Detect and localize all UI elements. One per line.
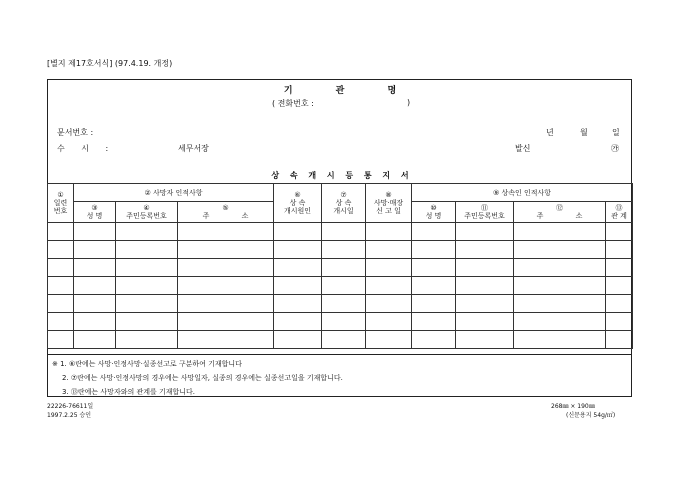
recipient-label: 수 시 : [57,144,109,153]
paper-type: (신문용지 54g/㎡) [566,412,616,419]
heir-rrn-header: ⑪ 주민등록번호 [456,202,514,223]
agency-title: 기 관 명 [283,86,397,96]
notice-title: 상 속 개 시 등 통 지 서 [271,171,409,180]
table-cell [366,259,412,277]
table-cell [322,259,366,277]
table-cell [456,295,514,313]
table-cell [366,331,412,349]
table-cell [456,313,514,331]
table-row [48,331,633,349]
table-cell [606,223,633,241]
table-cell [412,295,456,313]
table-cell [116,313,178,331]
table-cell [274,313,322,331]
sender-label: 발신 [515,144,531,153]
table-cell [48,241,74,259]
phone-close: ) [407,98,411,107]
doc-no-label: 문서번호 : [57,128,94,137]
table-cell [606,295,633,313]
table-cell [412,277,456,295]
table-cell [606,241,633,259]
table-cell [74,277,116,295]
heir-address-header: ⑫ 주 소 [514,202,606,223]
table-cell [322,331,366,349]
table-row [48,223,633,241]
table-cell [606,331,633,349]
table-cell [366,313,412,331]
table-cell [456,223,514,241]
table-cell [116,277,178,295]
address-header: ⑤ 주 소 [178,202,274,223]
table-cell [412,331,456,349]
report-date-header: ⑧ 사망·매장 신 고 일 [366,184,412,223]
table-cell [178,241,274,259]
table-cell [116,331,178,349]
table-cell [606,259,633,277]
note-line-3: 3. ⑬란에는 사망자와의 관계를 기재합니다. [62,388,195,396]
start-date-header: ⑦ 상 속 개시일 [322,184,366,223]
table-cell [178,313,274,331]
table-cell [74,241,116,259]
table-cell [514,277,606,295]
table-row [48,277,633,295]
heir-group-header: ⑨ 상속인 인적사항 [412,184,633,202]
table-cell [274,223,322,241]
table-cell [178,259,274,277]
table-cell [274,277,322,295]
table-cell [48,313,74,331]
table-row [48,295,633,313]
table-cell [366,241,412,259]
date-year: 년 [546,128,554,137]
table-row [48,241,633,259]
table-cell [48,331,74,349]
relation-header: ⑬ 관 계 [606,202,633,223]
approval-date: 1997.2.25 승인 [47,412,92,419]
form-code: 22226-76611일 [47,403,94,410]
phone-label: ( 전화번호 : [272,99,314,108]
recipient-value: 세무서장 [178,144,209,153]
table-cell [366,277,412,295]
table-cell [514,223,606,241]
table-cell [178,277,274,295]
table-cell [116,295,178,313]
table-cell [412,223,456,241]
table-cell [116,241,178,259]
table-cell [322,277,366,295]
table-cell [48,277,74,295]
table-cell [74,259,116,277]
table-cell [178,223,274,241]
deceased-group-header: ② 사망자 인적사항 [74,184,274,202]
table-cell [74,295,116,313]
table-cell [322,295,366,313]
table-cell [606,313,633,331]
table-cell [514,313,606,331]
table-cell [412,259,456,277]
table-cell [322,223,366,241]
paper-size: 268㎜ × 190㎜ [551,403,595,410]
table-cell [74,223,116,241]
table-cell [514,241,606,259]
date-day: 일 [612,128,620,137]
table-cell [412,313,456,331]
seq-header: ① 일련 번호 [48,184,74,223]
table-cell [48,259,74,277]
table-cell [74,331,116,349]
notice-table [47,183,633,349]
cause-header: ⑥ 상 속 개시원인 [274,184,322,223]
table-cell [412,241,456,259]
name-header: ③ 성 명 [74,202,116,223]
table-cell [456,277,514,295]
form-reference: [별지 제17호서식] (97.4.19. 개정) [47,59,173,68]
rrn-header: ④ 주민등록번호 [116,202,178,223]
table-cell [48,223,74,241]
table-cell [274,241,322,259]
table-cell [366,223,412,241]
table-cell [456,331,514,349]
table-cell [274,331,322,349]
table-cell [116,259,178,277]
table-cell [322,313,366,331]
table-cell [274,259,322,277]
heir-name-header: ⑩ 성 명 [412,202,456,223]
table-row [48,313,633,331]
note-line-1: ※ 1. ⑥란에는 사망·인정사망·실종선고로 구분하여 기재합니다 [52,360,242,368]
table-cell [456,259,514,277]
table-cell [74,313,116,331]
table-cell [274,295,322,313]
table-row [48,259,633,277]
table-cell [322,241,366,259]
seal-mark: ㉮ [611,144,619,153]
table-cell [606,277,633,295]
table-cell [366,295,412,313]
table-cell [48,295,74,313]
date-month: 월 [580,128,588,137]
table-cell [116,223,178,241]
table-cell [514,331,606,349]
table-cell [178,331,274,349]
table-cell [456,241,514,259]
table-cell [178,295,274,313]
table-cell [514,259,606,277]
note-line-2: 2. ⑦란에는 사망·인정사망의 경우에는 사망일자, 실종의 경우에는 실종선고일을 기재합니다. [62,374,343,382]
table-cell [514,295,606,313]
